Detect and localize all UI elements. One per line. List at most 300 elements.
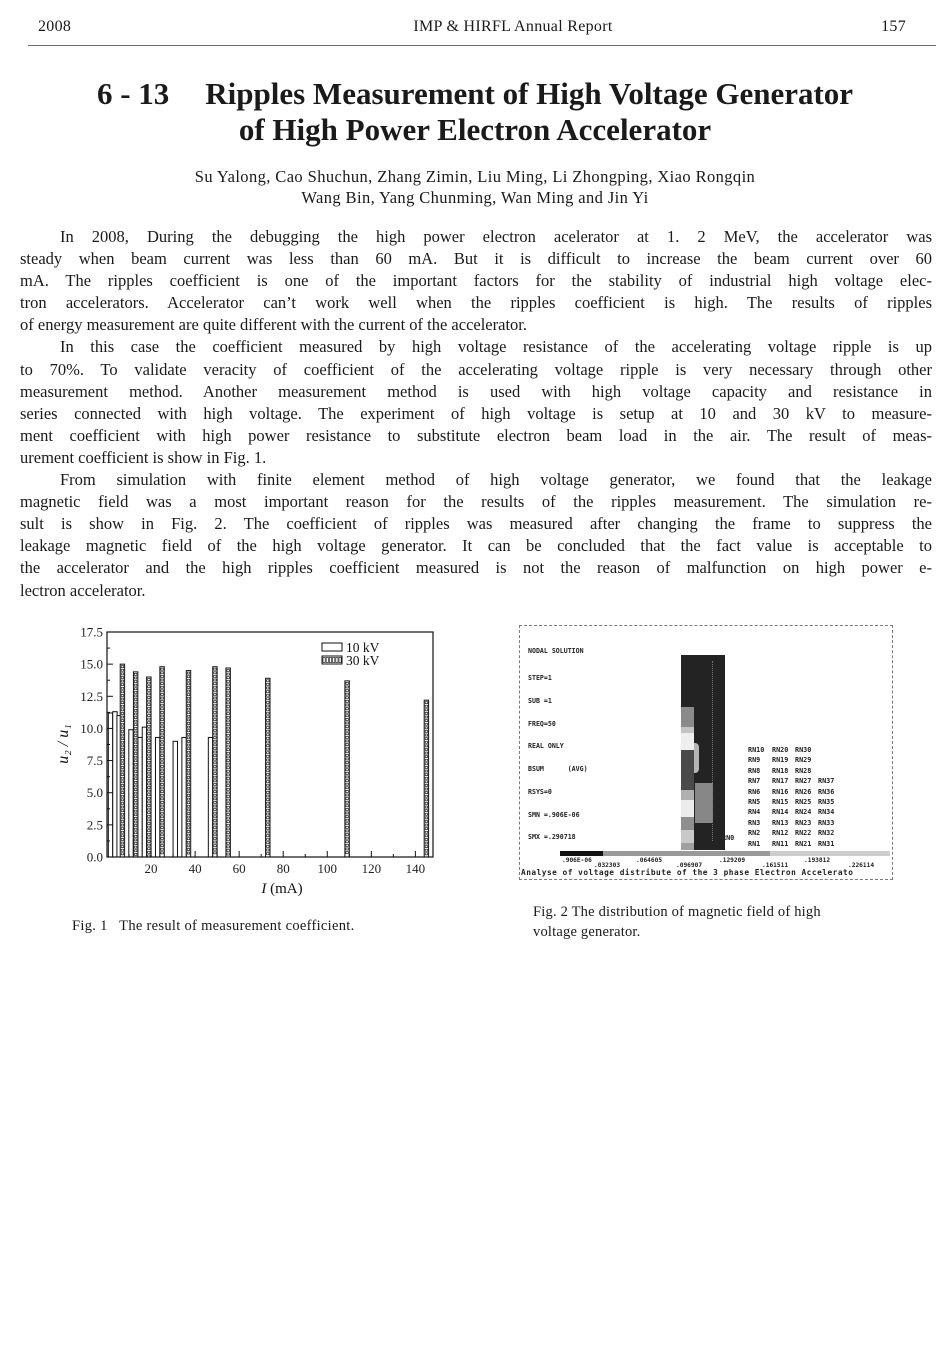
bar-hatch-cell [148, 743, 150, 745]
bar-hatch-cell [214, 841, 216, 843]
bar-hatch-cell [227, 731, 229, 733]
series-10-kv [108, 712, 212, 857]
bar-hatch-cell [267, 755, 269, 757]
bar-hatch-cell [121, 756, 123, 758]
bar-hatch-cell [121, 730, 123, 732]
bar-hatch-cell [148, 823, 150, 825]
bar-hatch-cell [187, 791, 189, 793]
bar-hatch-cell [148, 715, 150, 717]
bar-hatch-cell [267, 716, 269, 718]
bar-hatch-cell [187, 809, 189, 811]
contour-band [681, 790, 694, 800]
bar-hatch-cell [121, 738, 123, 740]
bar-hatch-cell [187, 776, 189, 778]
bar-hatch-cell [425, 745, 427, 747]
node-label: RN7 [748, 777, 761, 786]
plot-frame [107, 632, 433, 857]
bar-hatch-cell [346, 744, 348, 746]
bar-hatch-cell [161, 830, 163, 832]
bar-hatch-cell [187, 719, 189, 721]
bar-hatch-cell [148, 686, 150, 688]
bar-hatch-cell [121, 709, 123, 711]
bar-hatch-cell [134, 742, 136, 744]
bar-hatch-cell [134, 789, 136, 791]
bar-hatch-cell [148, 733, 150, 735]
bar-hatch-cell [187, 715, 189, 717]
bar-hatch-cell [267, 734, 269, 736]
bar-hatch-cell [148, 740, 150, 742]
legend-hatch-cell [336, 658, 338, 663]
bar-hatch-cell [187, 787, 189, 789]
bar-hatch-cell [121, 734, 123, 736]
bar-hatch-cell [346, 787, 348, 789]
colorbar-label: .064605 [636, 857, 663, 864]
bar-hatch-cell [425, 817, 427, 819]
bar-hatch-cell [214, 852, 216, 854]
bar-30kv [266, 678, 270, 857]
bar-hatch-cell [425, 712, 427, 714]
bar-hatch-cell [148, 851, 150, 853]
bar-hatch-cell [187, 758, 189, 760]
bar-hatch-cell [134, 745, 136, 747]
bar-hatch-cell [134, 760, 136, 762]
bar-hatch-cell [187, 812, 189, 814]
bar-hatch-cell [161, 794, 163, 796]
text-line: to 70%. To validate veracity of coefficient of the accelerating voltage ripple is very necessary through other [20, 359, 932, 379]
bar-hatch-cell [425, 853, 427, 855]
bar-hatch-cell [214, 827, 216, 829]
bar-hatch-cell [148, 679, 150, 681]
bar-hatch-cell [134, 749, 136, 751]
bar-hatch-cell [227, 749, 229, 751]
bar-hatch-cell [214, 845, 216, 847]
text-line: In this case the coefficient measured by high voltage resistance of the accelerating voltage ripple is up [60, 337, 932, 357]
bar-hatch-cell [227, 702, 229, 704]
bar-hatch-cell [148, 689, 150, 691]
bar-hatch-cell [214, 740, 216, 742]
bar-hatch-cell [267, 831, 269, 833]
bar-hatch-cell [161, 823, 163, 825]
legend-hatch-cell [323, 658, 325, 663]
bar-hatch-cell [214, 794, 216, 796]
bar-hatch-cell [267, 795, 269, 797]
colorbar-label: .129209 [719, 857, 746, 864]
bar-hatch-cell [134, 735, 136, 737]
legend-hatch-cell [339, 658, 341, 663]
y-tick-label: 15.0 [80, 656, 103, 672]
colorbar-label: .226114 [848, 862, 875, 869]
bar-hatch-cell [425, 734, 427, 736]
bar-hatch-cell [134, 753, 136, 755]
bar-hatch-cell [346, 711, 348, 713]
x-tick-label: 60 [232, 861, 246, 876]
bar-hatch-cell [227, 817, 229, 819]
bar-hatch-cell [121, 687, 123, 689]
node-label: RN32 [818, 829, 835, 838]
bar-hatch-cell [227, 756, 229, 758]
bar-hatch-cell [214, 693, 216, 695]
bar-hatch-cell [227, 781, 229, 783]
bar-hatch-cell [121, 792, 123, 794]
x-tick-label: 40 [188, 861, 202, 876]
bar-hatch-cell [187, 701, 189, 703]
bar-hatch-cell [134, 724, 136, 726]
bar-hatch-cell [346, 736, 348, 738]
bar-hatch-cell [227, 842, 229, 844]
bar-hatch-cell [227, 720, 229, 722]
bar-hatch-cell [148, 761, 150, 763]
solution-param: SMN =.906E-06 [528, 810, 580, 819]
bar-hatch-cell [148, 729, 150, 731]
node-label: RN2 [748, 829, 761, 838]
bar-hatch-cell [227, 850, 229, 852]
bar-hatch-cell [161, 819, 163, 821]
bar-hatch-cell [425, 824, 427, 826]
bar-hatch-cell [214, 686, 216, 688]
bar-hatch-cell [425, 799, 427, 801]
bar-hatch-cell [346, 816, 348, 818]
bar-30kv [424, 700, 428, 857]
bar-hatch-cell [121, 781, 123, 783]
bar-hatch-cell [148, 815, 150, 817]
bar-hatch-cell [121, 788, 123, 790]
bar-hatch-cell [134, 810, 136, 812]
bar-hatch-cell [227, 832, 229, 834]
bar-hatch-cell [346, 751, 348, 753]
bar-hatch-cell [121, 853, 123, 855]
bar-hatch-cell [346, 776, 348, 778]
bar-hatch-cell [161, 722, 163, 724]
bar-hatch-cell [346, 848, 348, 850]
bar-hatch-cell [227, 688, 229, 690]
bar-hatch-cell [148, 797, 150, 799]
y-tick-label: 12.5 [80, 688, 103, 704]
bar-hatch-cell [267, 777, 269, 779]
bar-hatch-cell [121, 766, 123, 768]
bar-hatch-cell [134, 825, 136, 827]
section-number: 6 - 13 [96, 76, 170, 111]
bar-hatch-cell [161, 686, 163, 688]
bar-hatch-cell [134, 756, 136, 758]
bar-hatch-cell [161, 798, 163, 800]
authors-line-2: Wang Bin, Yang Chunming, Wan Ming and Jin Yi [301, 188, 649, 207]
bar-hatch-cell [121, 835, 123, 837]
solution-param: SMX =.290718 [528, 833, 576, 842]
article-title-line-2: of High Power Electron Accelerator [238, 112, 712, 147]
contour-band [681, 830, 694, 843]
bar-hatch-cell [187, 784, 189, 786]
x-axis-label [260, 881, 302, 897]
bar-hatch-cell [214, 791, 216, 793]
y-axis-label: u₂ / u₁ [55, 724, 72, 764]
colorbar-label: .161511 [762, 862, 789, 869]
node-label: RN6 [748, 787, 761, 796]
bar-hatch-cell [161, 809, 163, 811]
bar-hatch-cell [187, 827, 189, 829]
bar-hatch-cell [121, 799, 123, 801]
bar-hatch-cell [161, 708, 163, 710]
solution-param: RSYS=0 [528, 787, 552, 796]
bar-hatch-cell [187, 679, 189, 681]
bar-hatch-cell [134, 738, 136, 740]
bar-10kv [208, 737, 212, 857]
legend-label: 10 kV [346, 640, 380, 655]
bar-10kv [108, 713, 112, 857]
colorbar-segment [603, 851, 770, 856]
bar-hatch-cell [161, 783, 163, 785]
bar-hatch-cell [346, 830, 348, 832]
bar-hatch-cell [346, 794, 348, 796]
bar-hatch-cell [161, 683, 163, 685]
bar-hatch-cell [425, 795, 427, 797]
bar-10kv [155, 737, 159, 857]
node-label: RN16 [772, 787, 789, 796]
bar-hatch-cell [346, 693, 348, 695]
bar-hatch-cell [161, 726, 163, 728]
node-label: RN34 [818, 808, 835, 817]
bar-30kv [345, 681, 349, 857]
bar-hatch-cell [134, 814, 136, 816]
bar-hatch-cell [346, 690, 348, 692]
bar-hatch-cell [187, 755, 189, 757]
bar-hatch-cell [267, 759, 269, 761]
text-line: urement coefficient is show in Fig. 1. [20, 447, 267, 467]
bar-hatch-cell [187, 730, 189, 732]
bar-hatch-cell [346, 765, 348, 767]
bar-hatch-cell [121, 795, 123, 797]
nodal-solution-heading: NODAL SOLUTION [528, 647, 584, 656]
bar-hatch-cell [187, 805, 189, 807]
bar-hatch-cell [267, 781, 269, 783]
bar-hatch-cell [187, 683, 189, 685]
bar-hatch-cell [161, 816, 163, 818]
bar-hatch-cell [227, 778, 229, 780]
bar-hatch-cell [187, 722, 189, 724]
contour-band [681, 843, 694, 850]
bar-10kv [173, 741, 177, 857]
bar-hatch-cell [346, 837, 348, 839]
bar-hatch-cell [346, 852, 348, 854]
bar-hatch-cell [148, 830, 150, 832]
bar-30kv [213, 667, 217, 857]
bar-hatch-cell [148, 722, 150, 724]
y-tick-label: 2.5 [86, 817, 103, 833]
bar-hatch-cell [187, 823, 189, 825]
bar-hatch-cell [121, 777, 123, 779]
bar-hatch-cell [227, 796, 229, 798]
bar-hatch-cell [214, 704, 216, 706]
bar-hatch-cell [161, 805, 163, 807]
bar-hatch-cell [214, 773, 216, 775]
bar-hatch-cell [148, 772, 150, 774]
bar-hatch-cell [227, 846, 229, 848]
bar-hatch-cell [134, 799, 136, 801]
bar-hatch-cell [121, 727, 123, 729]
bar-hatch-cell [267, 770, 269, 772]
article-title-line-1 [0, 76, 950, 112]
bar-hatch-cell [425, 705, 427, 707]
bar-hatch-cell [134, 695, 136, 697]
bar-hatch-cell [227, 713, 229, 715]
bar-hatch-cell [267, 741, 269, 743]
text-line: From simulation with finite element method of high voltage generator, we found that the leakage [60, 470, 932, 490]
bar-hatch-cell [121, 684, 123, 686]
figure-2-caption-line-2: voltage generator. [533, 924, 641, 940]
colorbar-label: .096907 [676, 862, 703, 869]
bar-hatch-cell [148, 783, 150, 785]
bar-hatch-cell [121, 774, 123, 776]
node-label: RN24 [795, 808, 812, 817]
bar-hatch-cell [425, 792, 427, 794]
bar-hatch-cell [227, 691, 229, 693]
bar-hatch-cell [227, 806, 229, 808]
bar-hatch-cell [425, 730, 427, 732]
bar-hatch-cell [148, 808, 150, 810]
bar-hatch-cell [161, 711, 163, 713]
bar-hatch-cell [161, 780, 163, 782]
bar-hatch-cell [214, 751, 216, 753]
bar-hatch-cell [148, 707, 150, 709]
bar-hatch-cell [121, 723, 123, 725]
bar-hatch-cell [148, 855, 150, 857]
bar-hatch-cell [346, 722, 348, 724]
bar-hatch-cell [346, 704, 348, 706]
bar-hatch-cell [187, 830, 189, 832]
bar-hatch-cell [121, 712, 123, 714]
bar-hatch-cell [227, 716, 229, 718]
bar-hatch-cell [134, 717, 136, 719]
bar-hatch-cell [148, 826, 150, 828]
node-label: RN28 [795, 766, 812, 775]
y-tick-label: 7.5 [86, 753, 103, 769]
bar-hatch-cell [425, 709, 427, 711]
bar-hatch-cell [187, 704, 189, 706]
bar-hatch-cell [148, 725, 150, 727]
header-year: 2008 [38, 18, 72, 35]
node-label: RN23 [795, 818, 812, 827]
bar-hatch-cell [187, 751, 189, 753]
bar-hatch-cell [161, 841, 163, 843]
bar-hatch-cell [161, 719, 163, 721]
bar-hatch-cell [425, 763, 427, 765]
bar-hatch-cell [346, 708, 348, 710]
bar-hatch-cell [121, 824, 123, 826]
bar-hatch-cell [227, 673, 229, 675]
bar-hatch-cell [227, 839, 229, 841]
bar-hatch-cell [134, 709, 136, 711]
bar-hatch-cell [187, 766, 189, 768]
bar-hatch-cell [187, 762, 189, 764]
node-label: RN35 [818, 798, 835, 806]
bar-hatch-cell [267, 712, 269, 714]
bar-hatch-cell [267, 773, 269, 775]
bar-hatch-cell [134, 767, 136, 769]
bar-hatch-cell [121, 741, 123, 743]
bar-hatch-cell [121, 846, 123, 848]
colorbar-segment [560, 851, 603, 856]
article-body [20, 226, 932, 602]
bar-hatch-cell [227, 853, 229, 855]
bar-hatch-cell [134, 774, 136, 776]
bar-hatch-cell [187, 686, 189, 688]
bar-hatch-cell [134, 778, 136, 780]
bar-hatch-cell [346, 726, 348, 728]
solution-param: STEP=1 [528, 673, 552, 682]
bar-hatch-cell [134, 720, 136, 722]
colorbar-label: .193812 [804, 857, 831, 864]
bar-hatch-cell [267, 705, 269, 707]
bar-hatch-cell [267, 813, 269, 815]
contour-band [681, 750, 694, 790]
bar-hatch-cell [148, 736, 150, 738]
bar-hatch-cell [267, 802, 269, 804]
bar-hatch-cell [187, 712, 189, 714]
text-line: lectron accelerator. [20, 580, 146, 600]
bar-hatch-cell [121, 669, 123, 671]
bar-hatch-cell [161, 769, 163, 771]
bar-hatch-cell [227, 709, 229, 711]
bar-hatch-cell [227, 677, 229, 679]
bar-hatch-cell [134, 835, 136, 837]
solution-param: REAL ONLY [528, 742, 564, 751]
bar-hatch-cell [187, 697, 189, 699]
bar-hatch-cell [121, 680, 123, 682]
colorbar [560, 851, 890, 856]
node-label: RN3 [748, 818, 761, 827]
bar-hatch-cell [346, 754, 348, 756]
bar-hatch-cell [148, 704, 150, 706]
bar-hatch-cell [121, 716, 123, 718]
bar-hatch-cell [227, 760, 229, 762]
bar-hatch-cell [187, 794, 189, 796]
node-label: RN36 [818, 787, 835, 796]
bar-hatch-cell [187, 726, 189, 728]
bar-hatch-cell [214, 672, 216, 674]
node-label: RN4 [748, 808, 761, 817]
bar-hatch-cell [134, 850, 136, 852]
bar-hatch-cell [214, 726, 216, 728]
bar-hatch-cell [121, 806, 123, 808]
bar-hatch-cell [187, 676, 189, 678]
bar-hatch-cell [267, 719, 269, 721]
bar-hatch-cell [134, 846, 136, 848]
bar-30kv [120, 664, 124, 857]
bar-hatch-cell [214, 834, 216, 836]
bar-hatch-cell [161, 747, 163, 749]
bar-hatch-cell [267, 827, 269, 829]
bar-hatch-cell [161, 704, 163, 706]
bar-hatch-cell [227, 770, 229, 772]
bar-hatch-cell [425, 842, 427, 844]
bar-hatch-cell [161, 715, 163, 717]
bar-hatch-cell [121, 694, 123, 696]
bar-hatch-cell [346, 733, 348, 735]
y-tick-label: 10.0 [80, 720, 103, 736]
bar-hatch-cell [214, 783, 216, 785]
bar-hatch-cell [148, 848, 150, 850]
bar-hatch-cell [134, 691, 136, 693]
bar-hatch-cell [214, 809, 216, 811]
bar-hatch-cell [121, 673, 123, 675]
bar-hatch-cell [346, 798, 348, 800]
x-tick-label: 20 [144, 861, 158, 876]
bar-hatch-cell [121, 828, 123, 830]
node-label: RN30 [795, 746, 812, 754]
bar-hatch-cell [346, 834, 348, 836]
bar-hatch-cell [214, 733, 216, 735]
bar-hatch-cell [121, 842, 123, 844]
bar-hatch-cell [267, 680, 269, 682]
